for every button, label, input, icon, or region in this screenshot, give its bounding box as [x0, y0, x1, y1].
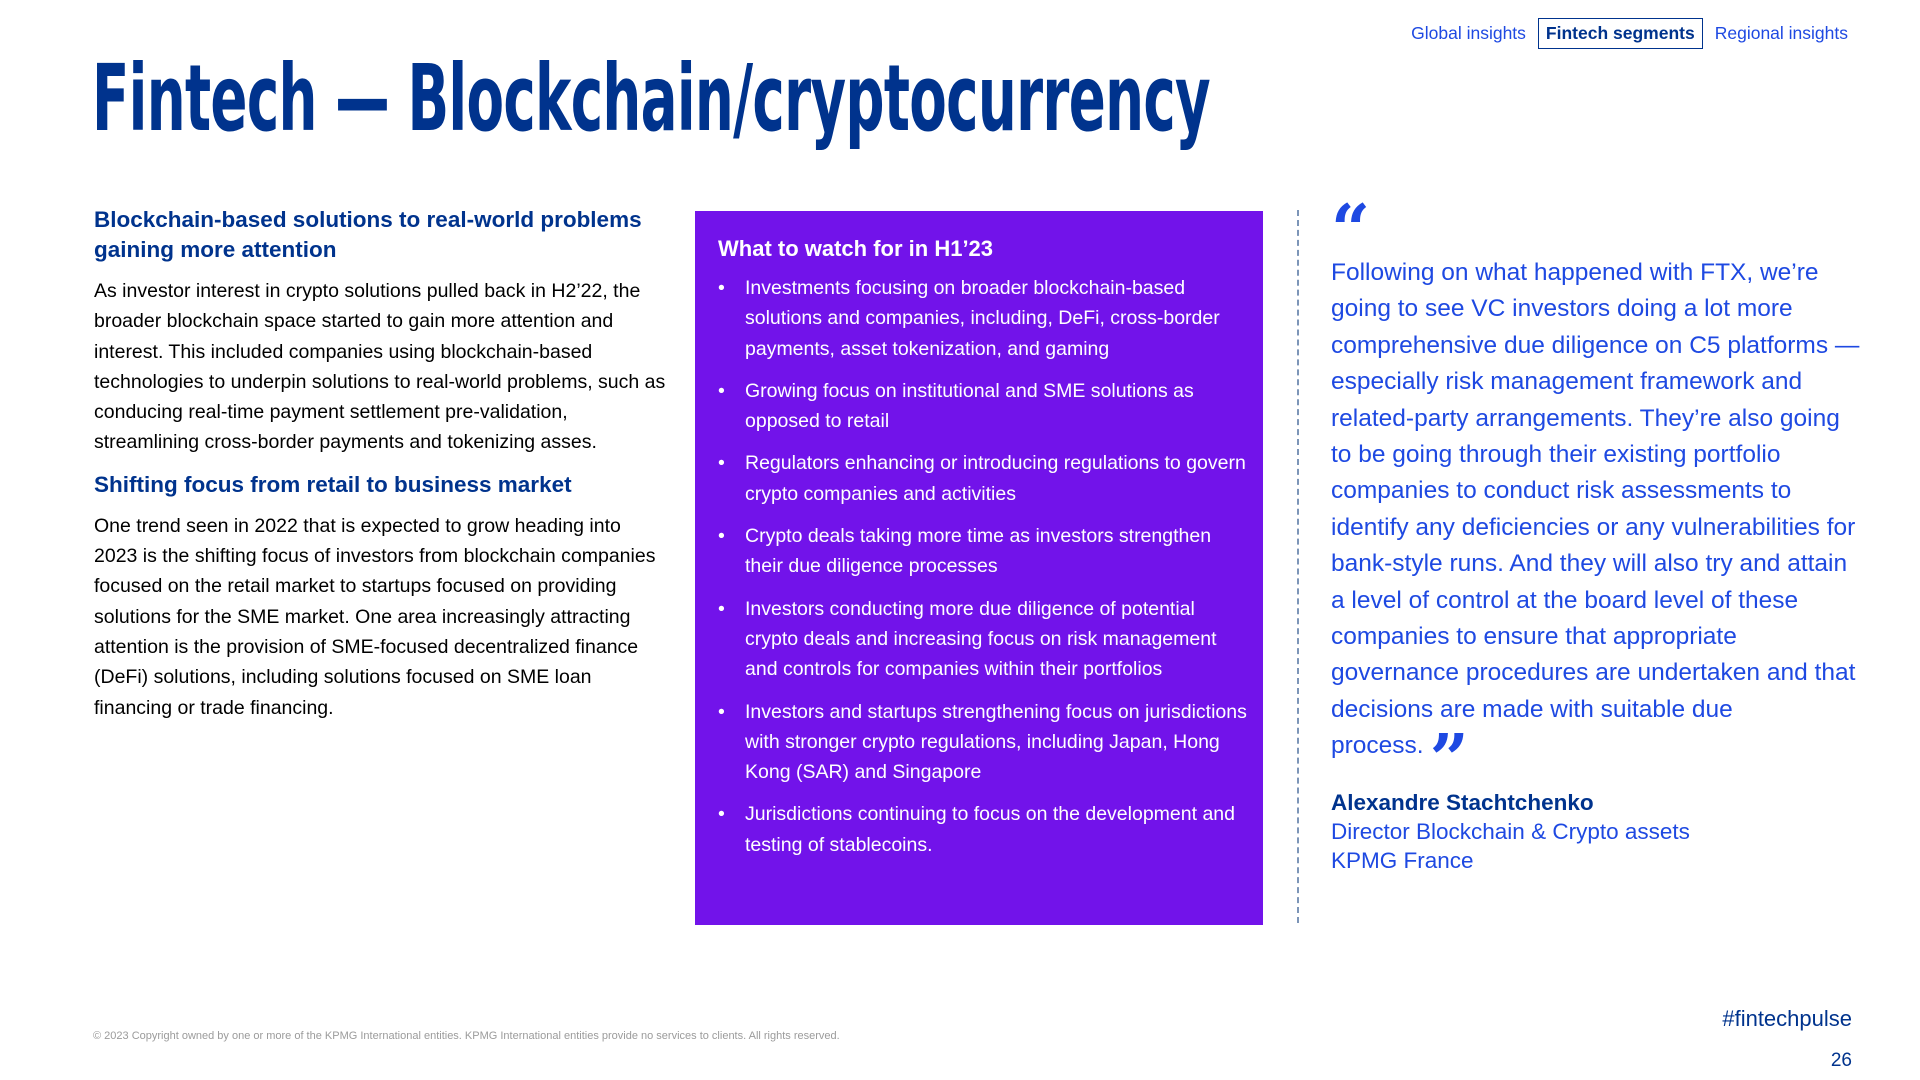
section-heading-retail-to-business: Shifting focus from retail to business market — [94, 471, 572, 497]
list-item — [718, 799, 1247, 860]
hashtag: #fintechpulse — [1722, 1006, 1852, 1031]
quote-block — [1331, 190, 1861, 875]
nav-fintech-segments[interactable]: Fintech segments — [1538, 18, 1703, 49]
bullet-icon: • — [718, 700, 725, 723]
quote-author-role: Director Blockchain & Crypto assets — [1331, 819, 1690, 845]
bullet-icon: • — [718, 277, 725, 299]
list-item — [718, 376, 1247, 437]
list-item-text: Investors conducting more due diligence of potential crypto deals and increasing focus on risk management and controls for companies within their portfolios — [745, 597, 1217, 681]
section-paragraph-retail-to-business: One trend seen in 2022 that is expected to grow heading into 2023 is the shifting focus of investors from blockchain companies focused on the retail market to startups focused on providing solutions for the SME market. One area increasingly attracting attention is the provision of SME-focused decentralized finance (DeFi) solutions, including solutions focused on SME loan financing or trade financing. — [94, 514, 656, 719]
list-item-text: Investments focusing on broader blockchain-based solutions and companies, including, DeFi, cross-border payments, asset tokenization, and gaming — [745, 277, 1220, 360]
what-to-watch-panel — [695, 211, 1263, 925]
bullet-icon: • — [718, 803, 725, 826]
list-item — [718, 448, 1247, 509]
list-item-text: Regulators enhancing or introducing regulations to govern crypto companies and activities — [745, 452, 1246, 505]
column-divider — [1297, 210, 1299, 923]
open-quote-icon: “ — [1331, 190, 1371, 270]
list-item-text: Growing focus on institutional and SME solutions as opposed to retail — [745, 379, 1194, 433]
close-quote-icon: ” — [1429, 720, 1469, 801]
bullet-icon: • — [718, 379, 725, 402]
left-column — [94, 205, 669, 735]
list-item — [718, 521, 1247, 582]
list-item — [718, 594, 1247, 685]
bullet-icon: • — [718, 525, 725, 548]
nav-regional-insights[interactable]: Regional insights — [1714, 23, 1848, 43]
copyright-notice: © 2023 Copyright owned by one or more of the KPMG International entities. KPMG International entities provide no services to clients. All rights reserved. — [93, 1030, 840, 1042]
quote-text — [1331, 255, 1861, 801]
list-item-text: Crypto deals taking more time as investors strengthen their due diligence processes — [745, 525, 1212, 578]
list-item — [718, 273, 1247, 364]
nav-global-insights[interactable]: Global insights — [1411, 23, 1526, 43]
section-heading-blockchain-solutions: Blockchain-based solutions to real-world problems gaining more attention — [94, 207, 642, 262]
bullet-icon: • — [718, 452, 725, 475]
page-number: 26 — [1830, 1050, 1852, 1071]
list-item-text: Jurisdictions continuing to focus on the development and testing of stablecoins. — [745, 803, 1235, 856]
quote-author-org: KPMG France — [1331, 848, 1474, 874]
page-title: Fintech — Blockchain/cryptocurrency — [92, 45, 1211, 152]
top-navigation — [1405, 18, 1854, 49]
quote-author-name: Alexandre Stachtchenko — [1331, 790, 1594, 816]
section-paragraph-blockchain-solutions: As investor interest in crypto solutions pulled back in H2’22, the broader blockchain space started to gain more attention and interest. This included companies using blockchain-based technologies to underpin solutions to real-world problems, such as conducing real-time payment settlement pre-validation, streamlining cross-border payments and tokenizing asses. — [94, 280, 666, 454]
list-item-text: Investors and startups strengthening focus on jurisdictions with stronger crypto regulations, including Japan, Hong Kong (SAR) and Singapore — [745, 700, 1247, 784]
what-to-watch-list — [718, 273, 1247, 860]
bullet-icon: • — [718, 597, 725, 620]
what-to-watch-title: What to watch for in H1’23 — [718, 236, 994, 261]
list-item — [718, 697, 1247, 788]
quote-body: Following on what happened with FTX, we’re going to see VC investors doing a lot more comprehensive due diligence on C5 platforms — especially risk management framework and related-party arrangements. They’re also going to be going through their existing portfolio companies to conduct risk assessments to identify any deficiencies or any vulnerabilities for bank-style runs. And they will also try and attain a level of control at the board level of these companies to ensure that appropriate governance procedures are undertaken and that decisions are made with suitable due process. — [1331, 259, 1860, 760]
